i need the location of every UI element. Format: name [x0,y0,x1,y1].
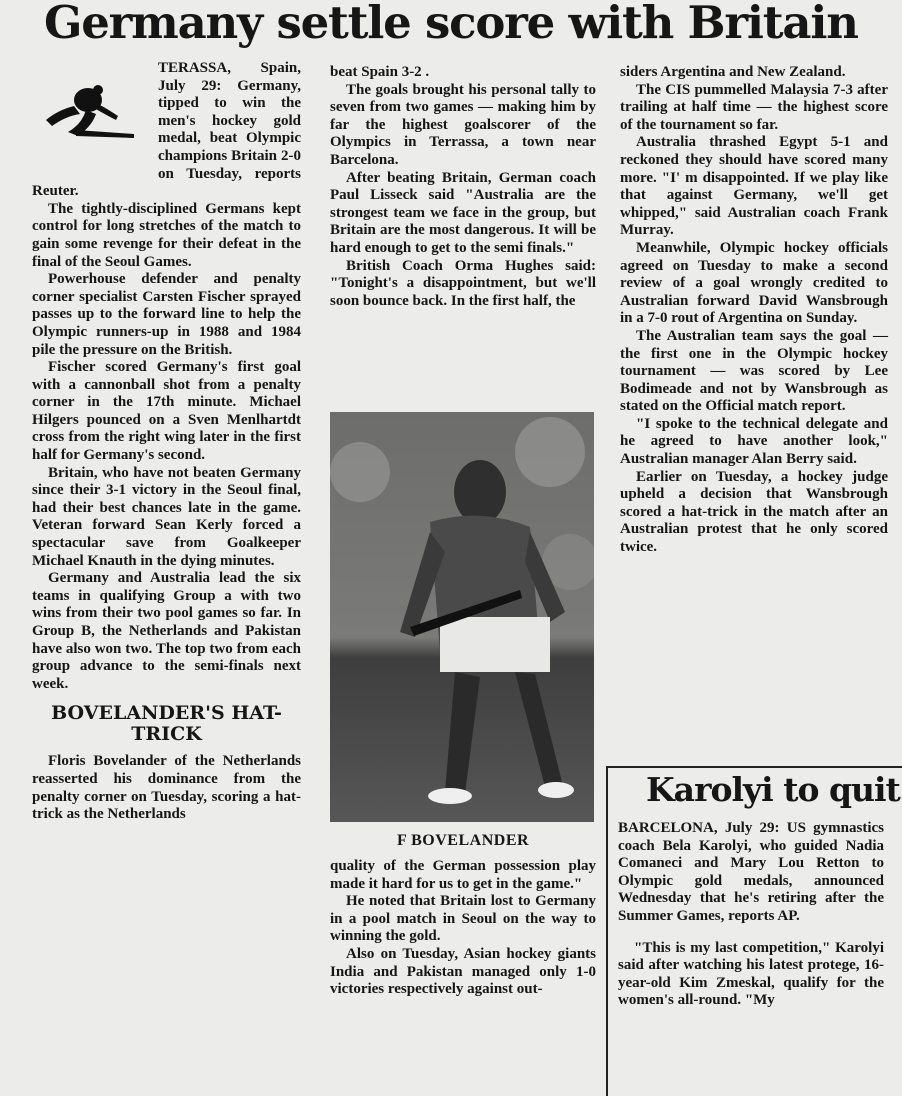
article-paragraph: The goals brought his personal tally to seven from two games — making him by far the highest goalscorer of the Olympics in Terrassa, a town near Barcelona. [330,81,596,168]
article-paragraph: "I spoke to the technical delegate and he agreed to have another look," Australian manager Alan Berry said. [620,415,888,468]
article-paragraph: Germany and Australia lead the six teams in qualifying Group a with two wins from their two pool games so far. In Group B, the Netherlands and Pakistan have also won two. The top two from each group advance to the semi-finals next week. [32,570,301,692]
article-paragraph: beat Spain 3-2 . [330,64,430,80]
headline: Germany settle score with Britain [44,0,858,49]
article-paragraph: British Coach Orma Hughes said: "Tonight's a disappointment, but we'll soon bounce back. In the first half, the [330,257,596,309]
article-paragraph: The tightly-disciplined Germans kept control for long stretches of the match to gain some revenge for their defeat in the final of the Seoul Games. [32,200,301,270]
column-4 [618,820,884,1010]
article-paragraph: siders Argentina and New Zealand. [620,64,846,80]
sidebar-headline: Karolyi to quit [646,770,900,809]
article-paragraph: Powerhouse defender and penalty corner specialist Carsten Fischer sprayed passes up to the forward line to help the Olympic runners-up in 1988 and 1984 pile the pressure on the British. [32,271,301,358]
article-paragraph: Meanwhile, Olympic hockey officials agreed on Tuesday to make a second review of a goal wrongly credited to Australian forward David Wansbrough in a 7-0 rout of Argentina on Sunday. [620,239,888,327]
box-border-left [606,766,608,1096]
article-paragraph: After beating Britain, German coach Paul Lisseck said "Australia are the strongest team we face in the group, but Britain are the most dangerous. It will be hard enough to get to the semi finals." [330,169,596,256]
article-paragraph: He noted that Britain lost to Germany in a pool match in Seoul on the way to winning the gold. [330,893,596,945]
hockey-player-icon [32,60,150,168]
article-paragraph: Floris Bovelander of the Netherlands reasserted his dominance from the penalty corner on Tuesday, scoring a hat-trick as the Netherlands [32,753,301,823]
column-2 [330,64,596,310]
article-paragraph: TERASSA, Spain, July 29: Germany, tipped to win the men's hockey gold medal, beat Olympic champions Britain 2-0 on Tuesday, reports Reuter. [32,60,301,200]
article-paragraph: The Australian team says the goal — the first one in the Olympic hockey tournament — was scored by Lee Bodimeade and not by Wansbrough as stated on the Official match report. [620,327,888,415]
column-1 [32,60,301,824]
article-paragraph: The CIS pummelled Malaysia 7-3 after trailing at half time — the highest score of the tournament so far. [620,81,888,133]
article-paragraph: Earlier on Tuesday, a hockey judge upheld a decision that Wansbrough scored a hat-trick in the match after an Australian protest that he only scored twice. [620,468,888,556]
article-paragraph: Britain, who have not beaten Germany since their 3-1 victory in the Seoul final, had their best chances late in the game. Veteran forward Sean Kerly forced a spectacular save from Goalkeeper Michael Knauth in the dying minutes. [32,464,301,569]
article-paragraph: BARCELONA, July 29: US gymnastics coach Bela Karolyi, who guided Nadia Comaneci and Mary Lou Retton to Olympic gold medals, announced Wednesday that he's retiring after the Summer Games, reports AP. [618,820,884,924]
subheading: BOVELANDER'S HAT-TRICK [51,702,282,746]
article-paragraph: "This is my last competition," Karolyi said after watching his latest protege, 16-year-old Kim Zmeskal, qualify for the women's all-round. "My [618,939,884,1009]
column-2-continued [330,858,596,999]
player-photo [330,412,594,822]
article-paragraph: Australia thrashed Egypt 5-1 and reckoned they should have scored many more. "I' m disappointed. If we play like that against Germany, we'll get whipped," said Australian coach Frank Murray. [620,134,888,239]
article-paragraph: Also on Tuesday, Asian hockey giants India and Pakistan managed only 1-0 victories respectively against out- [330,945,596,998]
article-paragraph: Fischer scored Germany's first goal with a cannonball shot from a penalty corner in the 17th minute. Michael Hilgers pounced on a Sven Menlhartdt cross from the right wing later in the first half for Germany's second. [32,359,301,464]
article-paragraph: quality of the German possession play made it hard for us to get in the game." [330,858,596,892]
column-3 [620,64,888,557]
photo-caption: F BOVELANDER [396,832,530,849]
